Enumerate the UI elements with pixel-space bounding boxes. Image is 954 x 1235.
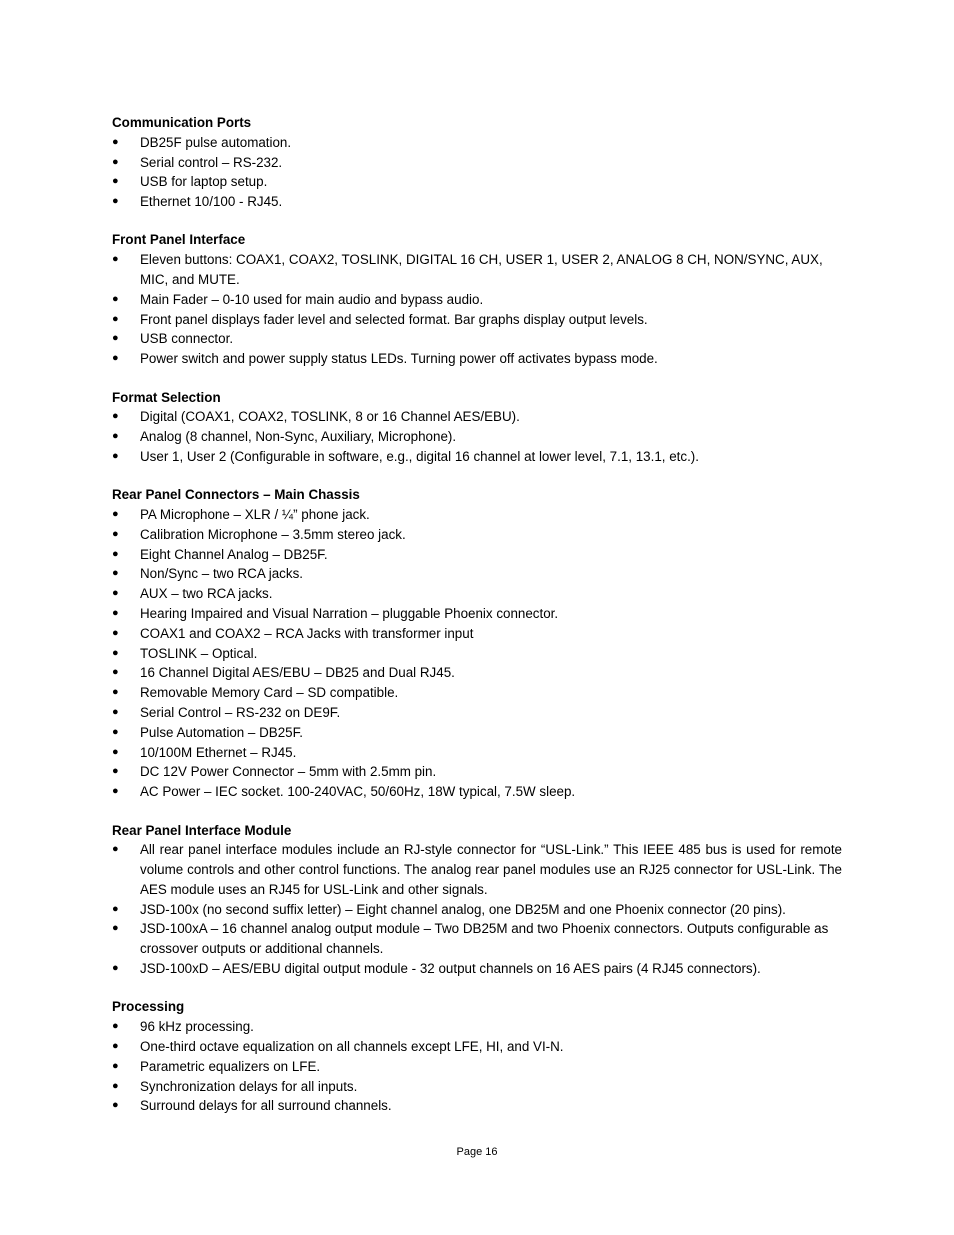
list-item-text: USB connector. xyxy=(140,331,234,347)
section xyxy=(112,485,842,802)
bullet-list xyxy=(112,133,842,212)
bullet-icon: ● xyxy=(112,902,119,915)
bullet-icon: ● xyxy=(112,745,119,758)
bullet-icon: ● xyxy=(112,626,119,639)
list-item-text: Serial Control – RS-232 on DE9F. xyxy=(140,705,341,721)
bullet-icon: ● xyxy=(112,765,119,778)
list-item xyxy=(112,290,842,310)
list-item-text: Eleven buttons: COAX1, COAX2, TOSLINK, DIGITAL 16 CH, USER 1, USER 2, ANALOG 8 CH, NON/SYNC, AUX, MIC, and MUTE. xyxy=(140,252,823,288)
bullet-list xyxy=(112,250,842,369)
list-item-text: JSD-100xD – AES/EBU digital output module - 32 output channels on 16 AES pairs (4 RJ45 connectors). xyxy=(140,961,761,977)
list-item-text: Digital (COAX1, COAX2, TOSLINK, 8 or 16 Channel AES/EBU). xyxy=(140,409,520,425)
list-item xyxy=(112,624,842,644)
bullet-icon: ● xyxy=(112,962,119,975)
section xyxy=(112,388,842,467)
list-item xyxy=(112,663,842,683)
document-body xyxy=(112,113,842,1135)
list-item-text: Serial control – RS-232. xyxy=(140,154,283,170)
list-item xyxy=(112,762,842,782)
list-item xyxy=(112,525,842,545)
list-item-text: Parametric equalizers on LFE. xyxy=(140,1058,321,1074)
bullet-list xyxy=(112,505,842,802)
bullet-icon: ● xyxy=(112,725,119,738)
list-item-text: Main Fader – 0-10 used for main audio and bypass audio. xyxy=(140,291,484,307)
list-item-text: Non/Sync – two RCA jacks. xyxy=(140,566,303,582)
bullet-icon: ● xyxy=(112,843,119,856)
list-item xyxy=(112,1037,842,1057)
list-item-text: Removable Memory Card – SD compatible. xyxy=(140,685,399,701)
bullet-icon: ● xyxy=(112,1039,119,1052)
list-item-text: Synchronization delays for all inputs. xyxy=(140,1078,358,1094)
list-item-text: COAX1 and COAX2 – RCA Jacks with transformer input xyxy=(140,625,474,641)
list-item xyxy=(112,782,842,802)
section xyxy=(112,113,842,212)
list-item-text: Eight Channel Analog – DB25F. xyxy=(140,546,328,562)
list-item xyxy=(112,1096,842,1116)
bullet-icon: ● xyxy=(112,1099,119,1112)
bullet-icon: ● xyxy=(112,449,119,462)
section xyxy=(112,230,842,369)
list-item-text: Surround delays for all surround channels. xyxy=(140,1098,392,1114)
bullet-icon: ● xyxy=(112,785,119,798)
bullet-icon: ● xyxy=(112,922,119,935)
list-item xyxy=(112,447,842,467)
list-item xyxy=(112,427,842,447)
bullet-icon: ● xyxy=(112,253,119,266)
bullet-icon: ● xyxy=(112,155,119,168)
list-item-text: JSD-100xA – 16 channel analog output module – Two DB25M and two Phoenix connectors. Outputs configurable as crossover outputs or additional channels. xyxy=(140,921,829,957)
bullet-icon: ● xyxy=(112,175,119,188)
list-item xyxy=(112,349,842,369)
list-item-text: All rear panel interface modules include an RJ-style connector for “USL-Link.” This IEEE 485 bus is used for remote volume controls and other control functions. The analog rear panel modules use an RJ25 connector for USL-Link. The AES module uses an RJ45 for USL-Link and other signals. xyxy=(140,842,842,897)
list-item-text: AC Power – IEC socket. 100-240VAC, 50/60Hz, 18W typical, 7.5W sleep. xyxy=(140,784,576,800)
section-heading: Format Selection xyxy=(112,389,221,405)
list-item-text: 16 Channel Digital AES/EBU – DB25 and Dual RJ45. xyxy=(140,665,455,681)
list-item xyxy=(112,564,842,584)
list-item xyxy=(112,172,842,192)
bullet-icon: ● xyxy=(112,135,119,148)
bullet-icon: ● xyxy=(112,352,119,365)
section xyxy=(112,821,842,979)
list-item-text: DB25F pulse automation. xyxy=(140,134,292,150)
list-item xyxy=(112,683,842,703)
list-item-text: Ethernet 10/100 - RJ45. xyxy=(140,194,283,210)
list-item-text: USB for laptop setup. xyxy=(140,174,268,190)
list-item xyxy=(112,1077,842,1097)
bullet-list xyxy=(112,407,842,466)
bullet-icon: ● xyxy=(112,332,119,345)
bullet-icon: ● xyxy=(112,508,119,521)
list-item xyxy=(112,584,842,604)
section-heading: Front Panel Interface xyxy=(112,232,246,248)
bullet-icon: ● xyxy=(112,430,119,443)
list-item xyxy=(112,723,842,743)
bullet-icon: ● xyxy=(112,646,119,659)
list-item-text: 10/100M Ethernet – RJ45. xyxy=(140,744,297,760)
list-item-text: Calibration Microphone – 3.5mm stereo jack. xyxy=(140,526,406,542)
list-item-text: Analog (8 channel, Non-Sync, Auxiliary, Microphone). xyxy=(140,429,457,445)
list-item-text: Hearing Impaired and Visual Narration – pluggable Phoenix connector. xyxy=(140,606,559,622)
list-item xyxy=(112,192,842,212)
bullet-icon: ● xyxy=(112,195,119,208)
list-item-text: 96 kHz processing. xyxy=(140,1019,254,1035)
list-item xyxy=(112,743,842,763)
list-item xyxy=(112,133,842,153)
list-item xyxy=(112,153,842,173)
list-item xyxy=(112,407,842,427)
bullet-icon: ● xyxy=(112,292,119,305)
bullet-icon: ● xyxy=(112,1059,119,1072)
section-heading: Processing xyxy=(112,999,185,1015)
bullet-icon: ● xyxy=(112,1079,119,1092)
bullet-icon: ● xyxy=(112,1020,119,1033)
list-item-text: DC 12V Power Connector – 5mm with 2.5mm pin. xyxy=(140,764,437,780)
list-item xyxy=(112,959,842,979)
list-item xyxy=(112,840,842,899)
list-item xyxy=(112,900,842,920)
bullet-icon: ● xyxy=(112,607,119,620)
list-item-text: TOSLINK – Optical. xyxy=(140,645,258,661)
list-item xyxy=(112,250,842,290)
list-item xyxy=(112,1057,842,1077)
bullet-icon: ● xyxy=(112,567,119,580)
list-item-text: Pulse Automation – DB25F. xyxy=(140,724,304,740)
section xyxy=(112,997,842,1116)
bullet-icon: ● xyxy=(112,547,119,560)
bullet-icon: ● xyxy=(112,527,119,540)
list-item xyxy=(112,505,842,525)
section-heading: Rear Panel Interface Module xyxy=(112,822,292,838)
list-item xyxy=(112,310,842,330)
list-item xyxy=(112,919,842,959)
section-heading: Communication Ports xyxy=(112,115,252,130)
list-item-text: PA Microphone – XLR / ¼” phone jack. xyxy=(140,507,370,523)
bullet-icon: ● xyxy=(112,587,119,600)
list-item-text: JSD-100x (no second suffix letter) – Eight channel analog, one DB25M and one Phoenix connector (20 pins). xyxy=(140,901,786,917)
bullet-icon: ● xyxy=(112,686,119,699)
list-item xyxy=(112,329,842,349)
section-heading: Rear Panel Connectors – Main Chassis xyxy=(112,487,360,503)
list-item-text: AUX – two RCA jacks. xyxy=(140,586,273,602)
list-item-text: Front panel displays fader level and selected format. Bar graphs display output levels. xyxy=(140,311,648,327)
list-item xyxy=(112,703,842,723)
list-item xyxy=(112,1017,842,1037)
list-item xyxy=(112,644,842,664)
list-item-text: Power switch and power supply status LEDs. Turning power off activates bypass mode. xyxy=(140,351,658,367)
bullet-icon: ● xyxy=(112,706,119,719)
page-number: Page 16 xyxy=(456,1146,498,1158)
list-item-text: User 1, User 2 (Configurable in software, e.g., digital 16 channel at lower level, 7.1, 13.1, etc.). xyxy=(140,448,699,464)
list-item-text: One-third octave equalization on all channels except LFE, HI, and VI-N. xyxy=(140,1038,564,1054)
list-item xyxy=(112,545,842,565)
list-item xyxy=(112,604,842,624)
bullet-icon: ● xyxy=(112,410,119,423)
bullet-icon: ● xyxy=(112,312,119,325)
bullet-list xyxy=(112,1017,842,1116)
bullet-icon: ● xyxy=(112,666,119,679)
bullet-list xyxy=(112,840,842,979)
